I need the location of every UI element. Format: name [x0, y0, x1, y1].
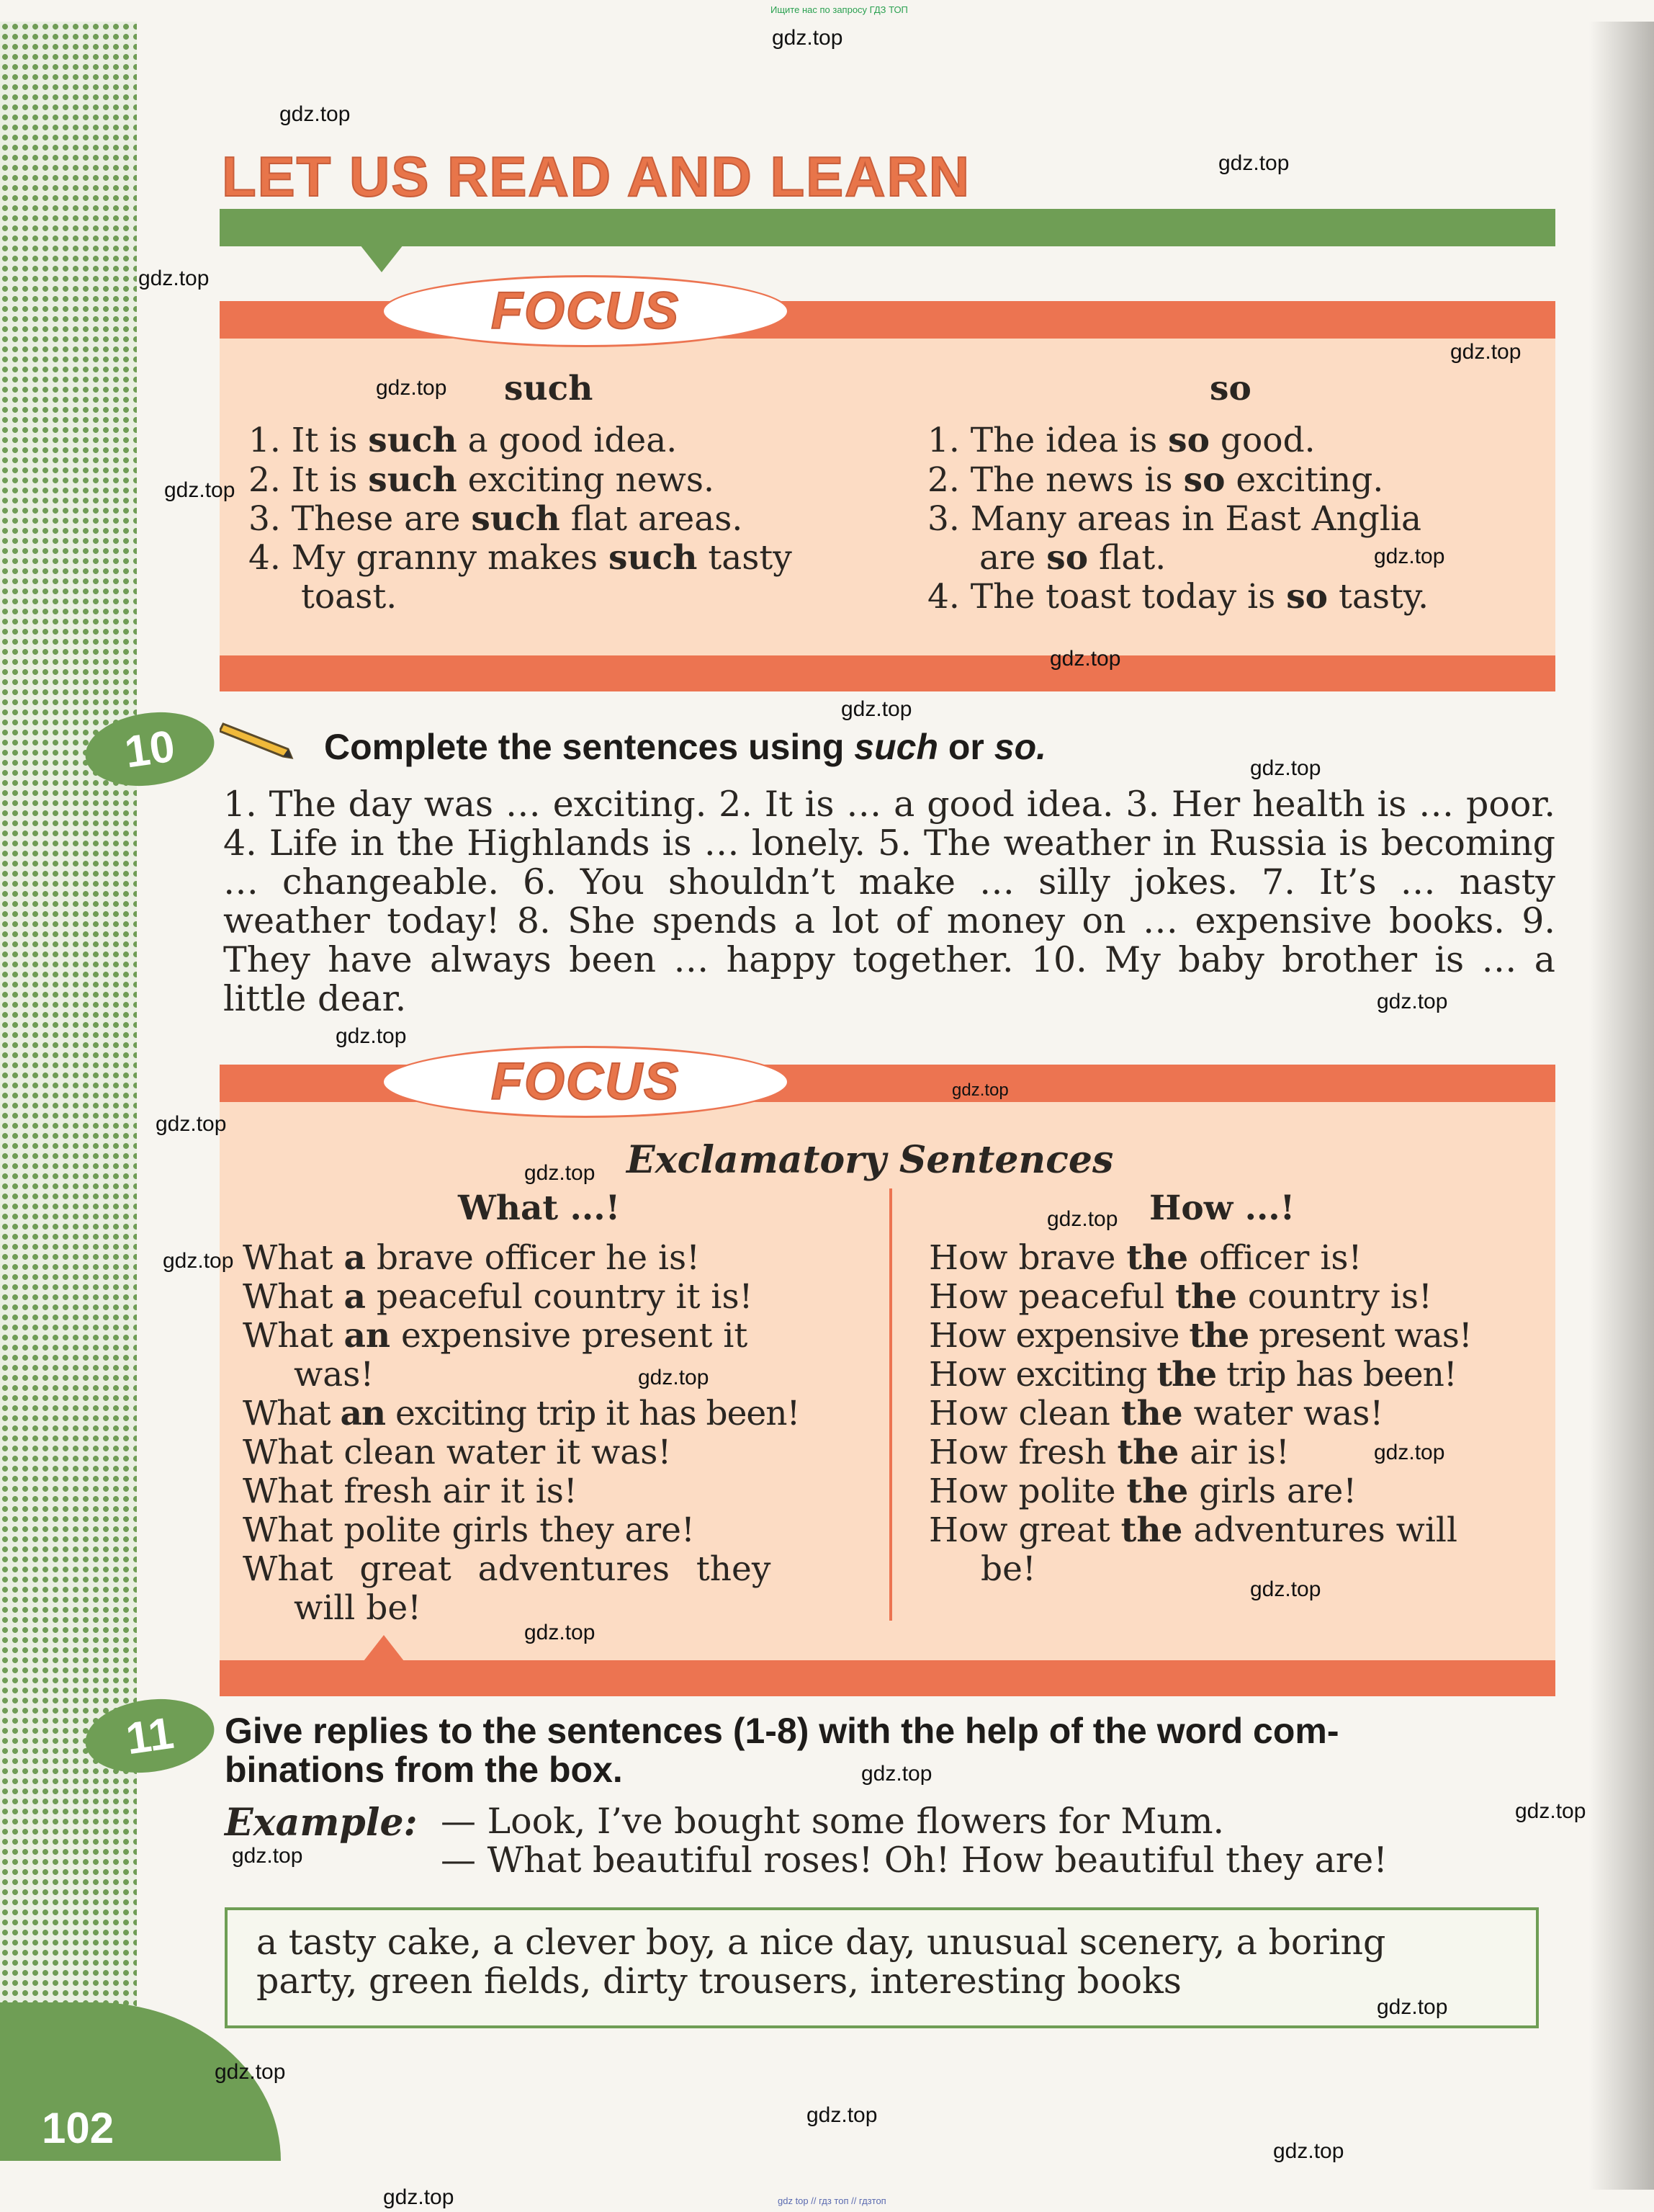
what-line-6: What clean water it was! — [243, 1433, 672, 1472]
green-bar-notch — [360, 245, 403, 272]
how-line-2: How peaceful the country is! — [929, 1277, 1432, 1317]
so-line-2: 2. The news is so exciting. — [927, 460, 1384, 500]
what-line-9: What great adventures they — [243, 1549, 771, 1589]
heading-green-bar — [220, 209, 1555, 246]
so-line-1: 1. The idea is so good. — [927, 421, 1316, 460]
how-line-6: How fresh the air is! — [929, 1433, 1290, 1472]
watermark: gdz.top — [164, 478, 235, 502]
what-line-1: What a brave officer he is! — [243, 1238, 701, 1278]
how-line-5: How clean the water was! — [929, 1394, 1384, 1433]
watermark: gdz.top — [1250, 1577, 1321, 1601]
how-line-8: How great the adventures will — [929, 1510, 1457, 1550]
example-line-2: — What beautiful roses! Oh! How beautiful they are! — [441, 1840, 1388, 1881]
watermark: gdz.top — [841, 697, 912, 721]
so-line-3: 3. Many areas in East Anglia — [927, 499, 1421, 539]
word-box-line-1: a tasty cake, a clever boy, a nice day, unusual scenery, a boring — [256, 1922, 1386, 1963]
exercise-11-task-line1: Give replies to the sentences (1-8) with the help of the word com- — [225, 1711, 1339, 1751]
watermark: gdz.top — [232, 1844, 303, 1868]
what-line-3: What an expensive present it — [243, 1316, 748, 1356]
focus2-subtitle: Exclamatory Sentences — [626, 1138, 1114, 1182]
word-box — [225, 1907, 1539, 2028]
watermark: gdz.top — [772, 26, 843, 50]
so-line-4: are so flat. — [979, 538, 1167, 578]
focus1-title: FOCUS — [491, 282, 680, 340]
watermark: gdz.top — [383, 2185, 454, 2209]
watermark: gdz.top — [336, 1024, 407, 1048]
what-line-5: What an exciting trip it has been! — [243, 1394, 800, 1433]
focus1-such-header: such — [504, 369, 593, 408]
such-line-4: 4. My granny makes such tasty — [248, 538, 792, 578]
watermark: gdz.top — [1377, 1995, 1448, 2019]
focus1-so-header: so — [1210, 369, 1251, 408]
such-line-5: toast. — [301, 577, 397, 617]
watermark: gdz.top — [1050, 647, 1121, 671]
pencil-icon — [220, 713, 306, 764]
exercise-10-task: Complete the sentences using such or so. — [324, 727, 1047, 767]
column-divider — [889, 1188, 892, 1621]
what-header: What ...! — [458, 1188, 621, 1228]
watermark: gdz.top — [861, 1762, 932, 1786]
word-box-line-2: party, green fields, dirty trousers, interesting books — [256, 1961, 1182, 2002]
watermark: gdz.top — [1047, 1207, 1118, 1231]
how-line-3: How expensive the present was! — [929, 1316, 1472, 1356]
focus1-bottom-bar — [220, 655, 1555, 691]
left-dot-pattern — [0, 22, 137, 2082]
watermark: gdz.top — [1273, 2139, 1344, 2163]
watermark: gdz.top — [1374, 545, 1445, 568]
watermark: gdz.top — [1218, 151, 1290, 175]
watermark: gdz.top — [1450, 340, 1522, 364]
watermark: gdz.top — [163, 1249, 234, 1273]
what-line-7: What fresh air it is! — [243, 1472, 577, 1511]
watermark: gdz.top — [524, 1621, 595, 1644]
bottom-tiny-watermark: gdz top // гдз топ // гдзтоп — [778, 2195, 886, 2206]
how-line-7: How polite the girls are! — [929, 1472, 1357, 1511]
what-line-10: will be! — [294, 1588, 422, 1628]
page-heading: LET US READ AND LEARN — [222, 145, 971, 208]
watermark: gdz.top — [215, 2060, 286, 2084]
watermark: gdz.top — [1515, 1799, 1586, 1823]
watermark: gdz.top — [1250, 756, 1321, 780]
example-line-1: — Look, I’ve bought some flowers for Mum. — [441, 1801, 1225, 1842]
what-line-8: What polite girls they are! — [243, 1510, 695, 1550]
focus2-title: FOCUS — [491, 1053, 680, 1111]
exercise-10-badge: 10 — [81, 704, 219, 794]
watermark: gdz.top — [806, 2103, 878, 2127]
page-gutter-shadow — [1589, 22, 1654, 2190]
what-line-4: was! — [294, 1355, 374, 1394]
such-line-3: 3. These are such flat areas. — [248, 499, 743, 539]
page-number: 102 — [42, 2104, 114, 2152]
watermark: gdz.top — [376, 376, 447, 400]
watermark: gdz.top — [952, 1080, 1009, 1100]
focus1-oval — [382, 275, 789, 347]
focus2-bottom-bar — [220, 1660, 1555, 1696]
watermark: gdz.top — [1374, 1441, 1445, 1464]
such-line-2: 2. It is such exciting news. — [248, 460, 714, 500]
watermark: gdz.top — [524, 1161, 595, 1185]
exercise-11-badge: 11 — [81, 1691, 219, 1781]
how-header: How ...! — [1149, 1188, 1295, 1228]
so-line-5: 4. The toast today is so tasty. — [927, 577, 1429, 617]
such-line-1: 1. It is such a good idea. — [248, 421, 678, 460]
exercise-10-text: 1. The day was … exciting. 2. It is … a good idea. 3. Her health is … poor. 4. Life in the Highlands is … lonely. 5. The weather in Russia is becoming … changeable. 6. You shouldn’t make … silly jokes. 7. It’s … nasty weather today! 8. She spends a lot of money on … expensive books. 9. They have always been … happy together. 10. My baby brother is … a little dear. — [223, 784, 1555, 1019]
focus2-bottom-notch — [364, 1635, 404, 1661]
watermark: gdz.top — [138, 267, 210, 290]
how-line-9: be! — [981, 1549, 1036, 1589]
watermark: gdz.top — [156, 1112, 227, 1136]
focus2-oval — [382, 1046, 789, 1118]
what-line-2: What a peaceful country it is! — [243, 1277, 753, 1317]
watermark: gdz.top — [638, 1366, 709, 1389]
exercise-11-task-line2: binations from the box. — [225, 1750, 623, 1790]
watermark: gdz.top — [279, 102, 351, 126]
watermark: gdz.top — [1377, 990, 1448, 1013]
example-label: Example: — [225, 1801, 418, 1845]
how-line-4: How exciting the trip has been! — [929, 1355, 1457, 1394]
top-tiny-watermark: Ищите нас по запросу ГДЗ ТОП — [770, 4, 908, 15]
how-line-1: How brave the officer is! — [929, 1238, 1362, 1278]
